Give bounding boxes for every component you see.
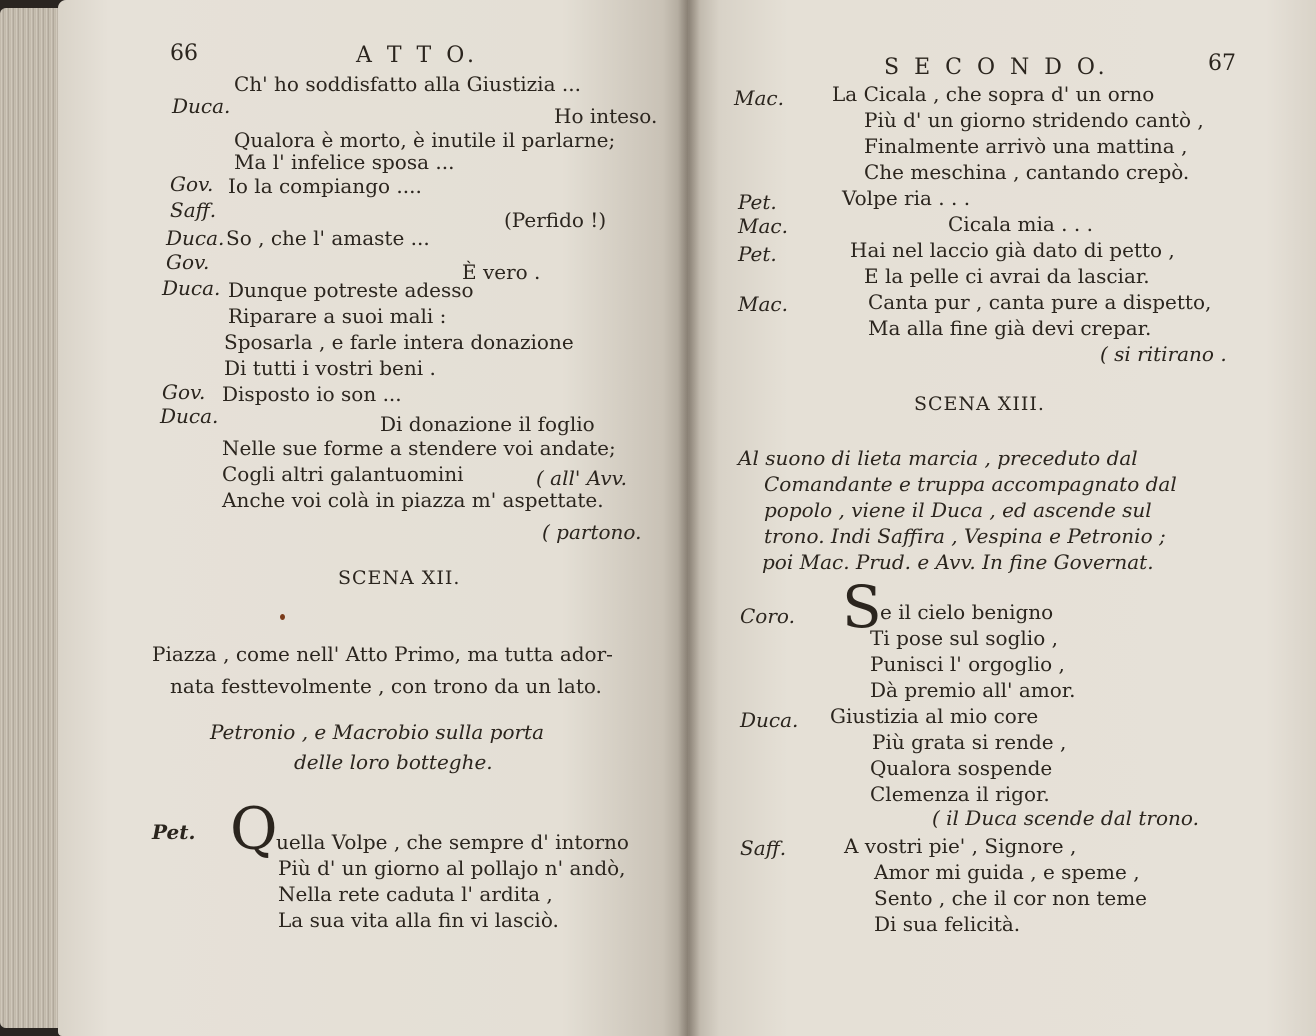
- speaker-label: Duca.: [160, 404, 219, 428]
- verse-line: È vero .: [462, 260, 541, 284]
- verse-line: Ti pose sul soglio ,: [870, 626, 1058, 650]
- verse-line: Ho inteso.: [554, 104, 658, 128]
- verse-line: Hai nel laccio già dato di petto ,: [850, 238, 1175, 262]
- scene-description: poi Mac. Prud. e Avv. In fine Governat.: [762, 550, 1154, 574]
- drop-capital: Q: [230, 795, 278, 863]
- speaker-label: Coro.: [740, 604, 795, 628]
- verse-line: Punisci l' orgoglio ,: [870, 652, 1065, 676]
- speaker-label: Mac.: [734, 86, 784, 110]
- verse-line: Di donazione il foglio: [380, 412, 595, 436]
- verse-line: Che meschina , cantando crepò.: [864, 160, 1190, 184]
- verse-line: La Cicala , che sopra d' un orno: [832, 82, 1155, 106]
- page-number: 66: [170, 41, 198, 66]
- speaker-label: Mac.: [738, 214, 788, 238]
- left-page: [58, 0, 688, 1036]
- verse-line: Volpe ria . . .: [842, 186, 971, 210]
- verse-line: So , che l' amaste ...: [226, 226, 430, 250]
- verse-line: Cogli altri galantuomini: [222, 462, 464, 486]
- verse-line: Ch' ho soddisfatto alla Giustizia ...: [234, 72, 581, 96]
- verse-line: Cicala mia . . .: [948, 212, 1093, 236]
- verse-line: e il cielo benigno: [880, 600, 1054, 624]
- speaker-label: Saff.: [170, 198, 217, 222]
- stage-direction: ( all' Avv.: [536, 466, 627, 490]
- verse-line: Più d' un giorno stridendo cantò ,: [864, 108, 1204, 132]
- verse-line: Riparare a suoi mali :: [228, 304, 447, 328]
- verse-line: Nella rete caduta l' ardita ,: [278, 882, 553, 906]
- verse-line: Qualora sospende: [870, 756, 1053, 780]
- ink-spot: [280, 614, 285, 620]
- verse-line: La sua vita alla fin vi lasciò.: [278, 908, 559, 932]
- verse-line: Anche voi colà in piazza m' aspettate.: [222, 488, 604, 512]
- verse-line: Ma l' infelice sposa ...: [234, 150, 455, 174]
- verse-line: uella Volpe , che sempre d' intorno: [276, 830, 629, 854]
- verse-line: Disposto io son ...: [222, 382, 402, 406]
- verse-line: Sento , che il cor non teme: [874, 886, 1147, 910]
- verse-line: Canta pur , canta pure a dispetto,: [868, 290, 1212, 314]
- verse-line: Più grata si rende ,: [872, 730, 1067, 754]
- scene-description: trono. Indi Saffira , Vespina e Petronio ;: [764, 524, 1166, 548]
- verse-line: Nelle sue forme a stendere voi andate;: [222, 436, 616, 460]
- verse-line: E la pelle ci avrai da lasciar.: [864, 264, 1150, 288]
- verse-line: Qualora è morto, è inutile il parlarne;: [234, 128, 616, 152]
- speaker-label: Duca.: [172, 94, 231, 118]
- speaker-label: Gov.: [170, 172, 214, 196]
- speaker-label: Gov.: [166, 250, 210, 274]
- running-head: A T T O.: [356, 43, 478, 68]
- speaker-label: Gov.: [162, 380, 206, 404]
- stage-direction: Petronio , e Macrobio sulla porta: [210, 720, 545, 744]
- verse-line: Sposarla , e farle intera donazione: [224, 330, 574, 354]
- drop-capital: S: [842, 573, 882, 641]
- scene-description: popolo , viene il Duca , ed ascende sul: [764, 498, 1152, 522]
- verse-line: Dunque potreste adesso: [228, 278, 474, 302]
- speaker-label: Duca.: [740, 708, 799, 732]
- book-gutter: [678, 0, 700, 1036]
- scene-description: Comandante e truppa accompagnato dal: [764, 472, 1177, 496]
- verse-line: Amor mi guida , e speme ,: [874, 860, 1140, 884]
- speaker-label: Pet.: [152, 820, 196, 844]
- verse-line: Ma alla fine già devi crepar.: [868, 316, 1152, 340]
- verse-line: Dà premio all' amor.: [870, 678, 1076, 702]
- stage-direction: ( si ritirano .: [1100, 342, 1227, 366]
- scene-title: SCENA XII.: [338, 567, 461, 589]
- stage-direction: ( partono.: [542, 520, 642, 544]
- speaker-label: Saff.: [740, 836, 787, 860]
- scene-title: SCENA XIII.: [914, 393, 1045, 415]
- right-page: [688, 0, 1316, 1036]
- scene-description: nata festtevolmente , con trono da un lato.: [170, 674, 602, 698]
- stage-direction: delle loro botteghe.: [294, 750, 493, 774]
- verse-line: A vostri pie' , Signore ,: [844, 834, 1077, 858]
- verse-line: Clemenza il rigor.: [870, 782, 1050, 806]
- running-head: S E C O N D O.: [884, 55, 1109, 80]
- verse-line: (Perfido !): [504, 208, 607, 232]
- page-number: 67: [1208, 51, 1236, 76]
- verse-line: Finalmente arrivò una mattina ,: [864, 134, 1188, 158]
- verse-line: Di sua felicità.: [874, 912, 1021, 936]
- verse-line: Io la compiango ....: [228, 174, 422, 198]
- speaker-label: Pet.: [738, 242, 777, 266]
- speaker-label: Duca.: [162, 276, 221, 300]
- scene-description: Al suono di lieta marcia , preceduto dal: [738, 446, 1138, 470]
- speaker-label: Pet.: [738, 190, 777, 214]
- speaker-label: Mac.: [738, 292, 788, 316]
- stage-direction: ( il Duca scende dal trono.: [932, 806, 1199, 830]
- scene-description: Piazza , come nell' Atto Primo, ma tutta ador-: [152, 642, 613, 666]
- verse-line: Di tutti i vostri beni .: [224, 356, 436, 380]
- speaker-label: Duca.: [166, 226, 225, 250]
- verse-line: Giustizia al mio core: [830, 704, 1039, 728]
- verse-line: Più d' un giorno al pollajo n' andò,: [278, 856, 626, 880]
